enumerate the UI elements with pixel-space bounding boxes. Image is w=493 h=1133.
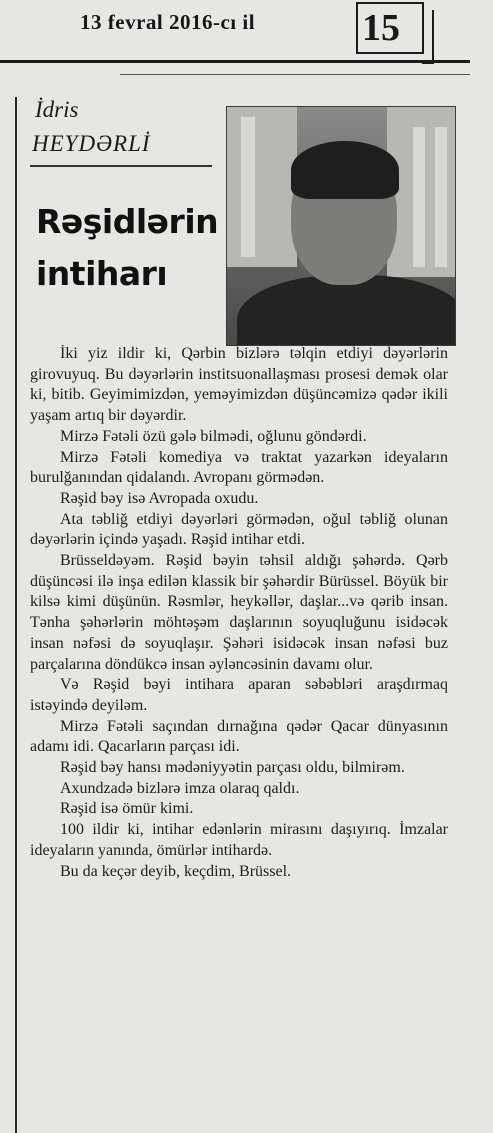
paragraph: Mirzə Fətəli saçından dırnağına qədər Qacar dünyasının adamı idi. Qacarların parçası idi.: [30, 717, 448, 756]
paragraph: Ata təbliğ etdiyi dəyərləri görmədən, oğul təbliğ olunan dəyərlərin içində yaşadı. Rəşid intihar etdi.: [30, 510, 448, 549]
article-title-line-1: Rəşidlərin: [36, 202, 219, 241]
photo-hair: [291, 141, 399, 199]
page-number: 15: [362, 7, 400, 49]
article-body: [30, 344, 448, 882]
photo-building-left: [227, 107, 297, 267]
column-border: [15, 97, 17, 1133]
paragraph: 100 ildir ki, intihar edənlərin mirasını daşıyırıq. İmzalar ideyaların yanında, ömürlər intihardə.: [30, 821, 448, 859]
header-thin-rule: [120, 74, 470, 75]
author-first-name: İdris: [35, 97, 79, 122]
paragraph: Mirzə Fətəli komediya və traktat yazarkən ideyaların burulğanından qidalandı. Avropanı görmədən.: [30, 448, 448, 487]
header-rule: [0, 60, 470, 63]
author-last-name: HEYDƏRLİ: [32, 131, 151, 156]
paragraph: Brüsseldəyəm. Rəşid bəyin təhsil aldığı şəhərdə. Qərb düşüncəsi ilə inşa edilən klassik bir şəhərdir Bürüssel. Böyük bir kilsə kimi düşünün. Rəsmlər, heykəllər, daşlar...və qərib insan. Tənha şəhərlərin möhtəşəm daşlarının soyuqluğunu isidəcək insan nəfəsi də soyuqlaşır. Şəhəri isidəcək insan nəfəsi buz parçalarına döndükcə insan əyləncəsinin davamı olur.: [30, 552, 448, 673]
paragraph: Rəşid bəy isə Avropada oxudu.: [60, 489, 259, 507]
paragraph: Mirzə Fətəli özü gələ bilmədi, oğlunu göndərdi.: [60, 427, 367, 445]
article-title-line-2: intiharı: [36, 254, 168, 293]
paragraph: İki yiz ildir ki, Qərbin bizlərə təlqin etdiyi dəyərlərin girovuyuq. Bu dəyərlərin institsuonallaşması prosesi demək olar ki, bitib. Geyimimizdən, yeməyimizdən düşüncəmizə qədər ikili yaşam artıq bir dəyərdir.: [30, 345, 448, 425]
author-photo: [226, 106, 456, 346]
article-title: [36, 196, 218, 300]
paragraph: Rəşid isə ömür kimi.: [60, 800, 194, 818]
author-underline: [30, 165, 212, 167]
photo-shoulders: [237, 275, 456, 346]
photo-column: [413, 127, 425, 267]
paragraph: Axundzadə bizlərə imza olaraq qaldı.: [60, 779, 300, 797]
photo-column: [241, 117, 255, 257]
page-number-box: [356, 2, 424, 54]
issue-date: 13 fevral 2016-cı il: [80, 10, 256, 34]
paragraph: Bu da keçər deyib, keçdim, Brüssel.: [60, 862, 292, 880]
photo-column: [435, 127, 447, 267]
paragraph: Və Rəşid bəyi intihara aparan səbəbləri araşdırmaq istəyində deyiləm.: [30, 676, 448, 714]
paragraph: Rəşid bəy hansı mədəniyyətin parçası oldu, bilmirəm.: [60, 759, 405, 777]
